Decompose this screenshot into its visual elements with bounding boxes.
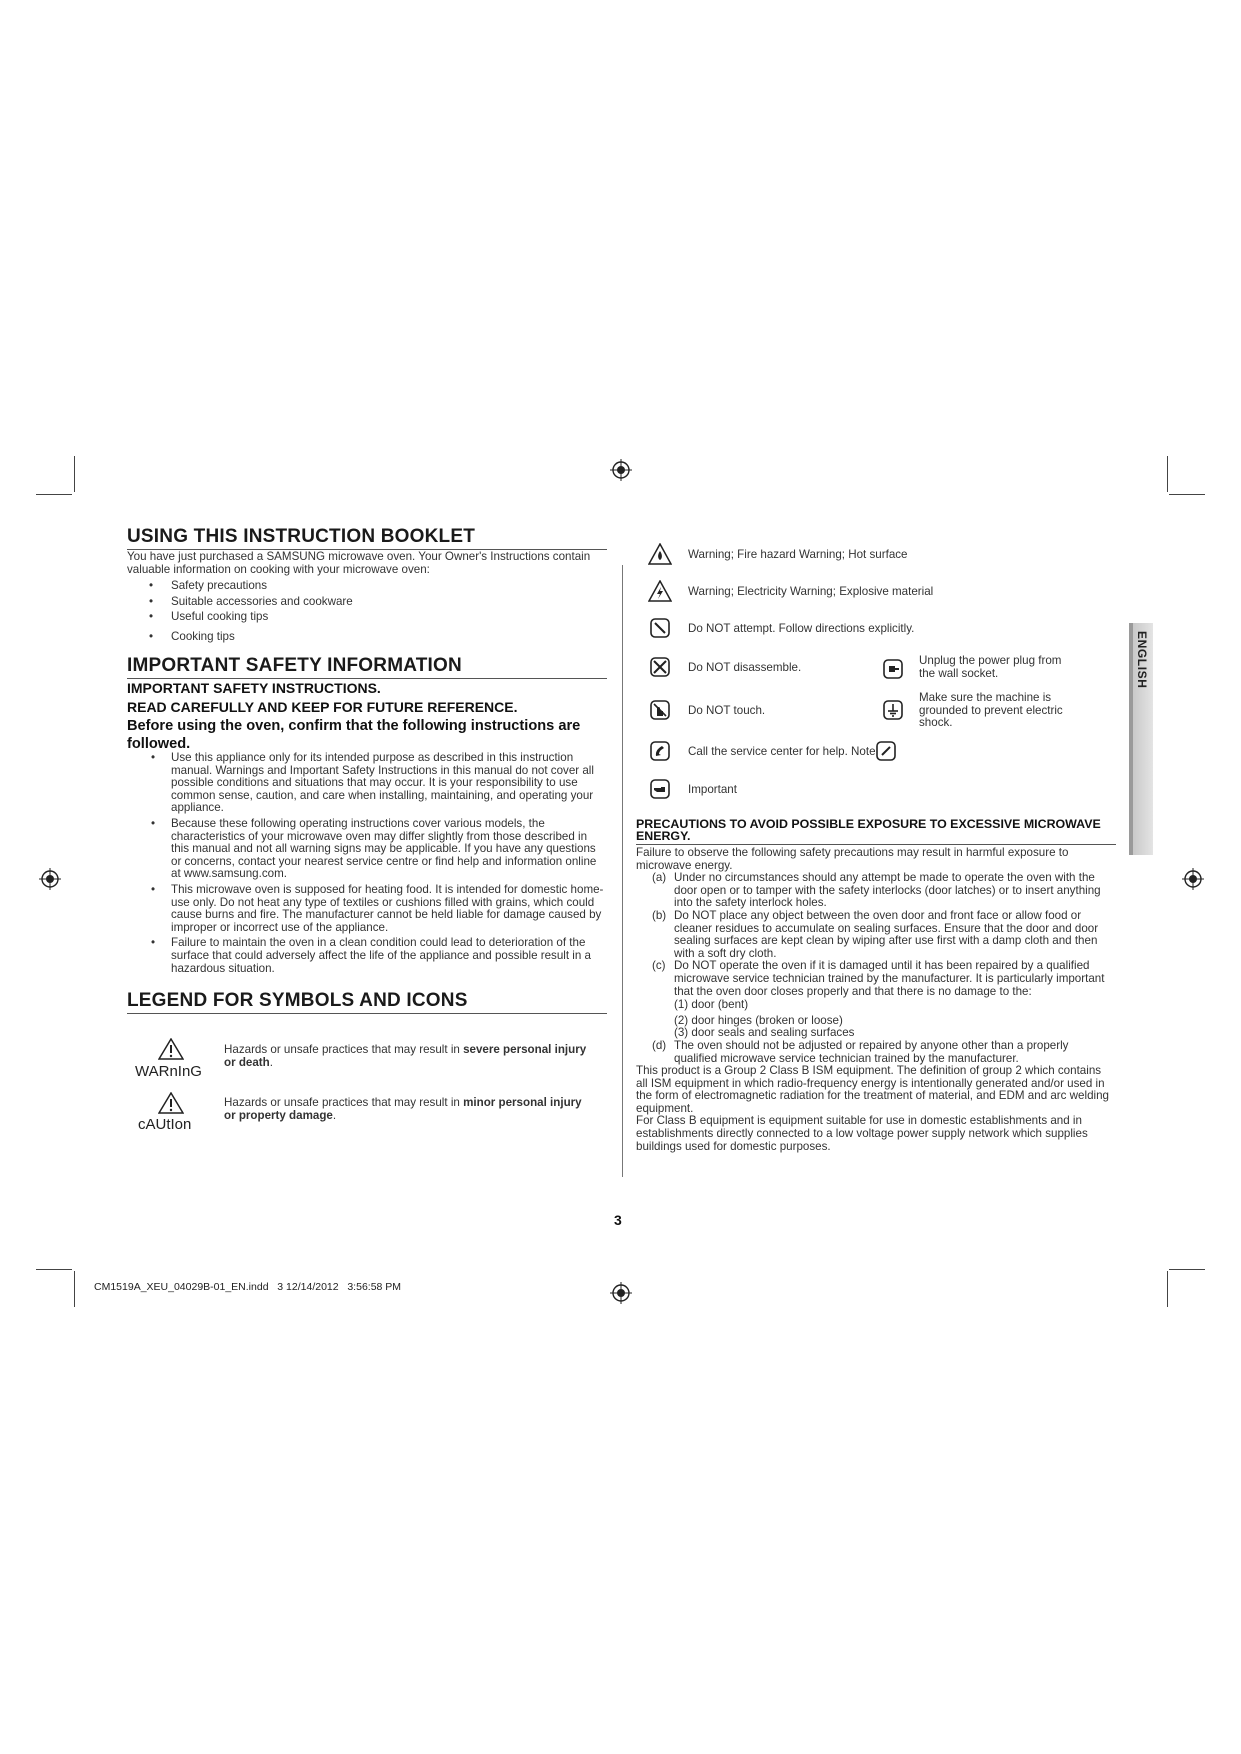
registration-mark-icon [610,459,632,481]
section-title-using-booklet: USING THIS INSTRUCTION BOOKLET [127,526,607,550]
subheading: Before using the oven, confirm that the following instructions are followed. [127,718,581,752]
warning-text-bold: severe personal injury or death [224,1043,587,1069]
list-item: • Failure to maintain the oven in a clean condition could lead to deterioration of the surface that could adversely affect the life of the appliance and possible result in a hazardous situation. [127,937,605,975]
list-item [636,910,1114,960]
safety-bullet-list [127,752,605,978]
caution-text: Hazards or unsafe practices that may result in [224,1096,464,1109]
crop-mark [1167,1271,1168,1307]
list-text: Do NOT place any object between the oven door and front face or allow food or cleaner residues to accumulate on sealing surfaces. Ensure that the door and door sealing surfaces are kept clean by wiping after use first with a damp cloth and then with a soft dry cloth. [674,908,1099,960]
safety-subheadings [127,680,607,753]
symbol-label: Important [688,782,737,796]
crop-mark [1167,456,1168,492]
symbol-label: Unplug the power plug from the wall socket. [919,654,1062,680]
list-item: • Useful cooking tips [127,609,597,625]
symbol-label: Warning; Fire hazard Warning; Hot surface [688,547,908,561]
subheading: READ CAREFULLY AND KEEP FOR FUTURE REFERENCE. [127,699,518,715]
warning-text: Hazards or unsafe practices that may result in [224,1043,464,1056]
section-title-safety: IMPORTANT SAFETY INFORMATION [127,655,607,679]
caution-text-bold: minor personal injury or property damage [224,1096,582,1122]
list-item: • This microwave oven is supposed for heating food. It is intended for domestic home-use only. Do not heat any type of textiles or cushions filled with grains, which could cause burns and fire. The manufacturer cannot be held liable for damage caused by improper or incorrect use of the appliance. [127,884,605,934]
list-item: • Because these following operating instructions cover various models, the characteristics of your microwave oven may differ slightly from those described in this manual and not all warning signs may be applicable. If you have any questions or concerns, contact your nearest service centre or find help and information online at www.samsung.com. [127,818,605,881]
caution-description [224,1097,594,1122]
precautions-list [636,872,1114,998]
symbol-label: Do NOT disassemble. [688,660,802,674]
note-icon [876,741,896,761]
language-tab [1129,623,1153,855]
precautions-title: PRECAUTIONS TO AVOID POSSIBLE EXPOSURE TO EXCESSIVE MICROWAVE ENERGY. [636,818,1116,845]
crop-mark [36,1269,72,1270]
symbol-row-electricity [648,580,933,602]
unplug-icon [883,659,903,679]
list-marker: (b) [652,908,667,922]
symbol-row-service [650,741,896,761]
list-item [636,1040,1114,1065]
list-marker: (c) [652,959,666,973]
electricity-warning-icon [648,580,672,602]
crop-mark [1169,494,1205,495]
symbol-label: Do NOT attempt. Follow directions explicitly. [688,621,915,635]
warning-triangle-icon [158,1038,184,1060]
list-item: • Suitable accessories and cookware [127,594,597,610]
precautions-list [636,1040,1114,1065]
caution-label: cAUtIon [138,1116,192,1133]
caution-text-end: . [332,1108,337,1122]
registration-mark-icon [39,868,61,890]
symbol-row-disassemble [650,657,801,677]
sub-item: (3) door seals and sealing surfaces [674,1026,855,1040]
symbol-row-touch [650,700,765,720]
symbol-row-fire [648,543,908,565]
symbol-label: Warning; Electricity Warning; Explosive material [688,584,934,598]
section-title-legend: LEGEND FOR SYMBOLS AND ICONS [127,990,607,1014]
do-not-disassemble-icon [650,657,670,677]
sub-item: (1) door (bent) [674,998,749,1012]
symbol-row-do-not [650,618,914,638]
crop-mark [36,494,72,495]
print-slug: CM1519A_XEU_04029B-01_EN.indd 3 12/14/2012 3:56:58 PM [94,1281,402,1293]
class-b-paragraph: For Class B equipment is equipment suitable for use in domestic establishments and in establishments directly connected to a low voltage power supply network which supplies buildings used for domestic purposes. [636,1114,1088,1153]
intro-text: You have just purchased a SAMSUNG microwave oven. Your Owner's Instructions contain valuable information on cooking with your microwave oven: [127,550,591,576]
list-item [636,960,1114,998]
list-marker: (a) [652,871,667,885]
subheading: IMPORTANT SAFETY INSTRUCTIONS. [127,680,381,696]
symbol-label: Make sure the machine is grounded to prevent electric shock. [919,691,1063,730]
symbol-row-unplug [883,655,1079,680]
list-text: Under no circumstances should any attempt be made to operate the oven with the door open or to tamper with the safety interlocks (door latches) or to insert anything into the safety interlock holes. [674,871,1101,910]
crop-mark [74,1271,75,1307]
symbol-label: Do NOT touch. [688,703,766,717]
crop-mark [1169,1269,1205,1270]
list-text: The oven should not be adjusted or repaired by anyone other than a properly qualified microwave service technician trained by the manufacturer. [674,1038,1069,1065]
sub-item: (2) door hinges (broken or loose) [674,1013,843,1027]
fire-hazard-icon [648,543,672,565]
registration-mark-icon [1182,868,1204,890]
language-tab-label: ENGLISH [1135,631,1149,689]
ism-paragraph: This product is a Group 2 Class B ISM equipment. The definition of group 2 which contains all ISM equipment in which radio-frequency energy is intentionally generated and/or used in the form of electromagnetic radiation for the treatment of material, and EDM and arc welding equipment. [636,1064,1110,1115]
service-phone-icon [650,741,670,761]
list-item: • Cooking tips [127,629,597,645]
registration-mark-icon [610,1282,632,1304]
caution-triangle-icon [158,1092,184,1114]
important-hand-icon [650,779,670,799]
symbol-label: Call the service center for help. Note [688,744,876,758]
list-text: Do NOT operate the oven if it is damaged until it has been repaired by a qualified microwave service technician trained by the manufacturer. It is particularly important that the oven door closes properly and that there is no damage to the: [674,959,1105,998]
crop-mark [74,456,75,492]
page-number: 3 [614,1212,622,1228]
list-item: • Safety precautions [127,578,597,594]
column-divider [622,565,623,1177]
symbol-row-ground [883,692,1079,730]
contents-list [127,578,597,644]
ground-icon [883,700,903,720]
warning-description [224,1044,594,1069]
symbol-row-important [650,779,737,799]
warning-text-end: . [269,1055,273,1069]
warning-label: WARnInG [135,1063,202,1080]
prohibited-icon [650,618,670,638]
precautions-content [636,847,1114,1153]
do-not-touch-icon [650,700,670,720]
list-item [636,872,1114,910]
list-marker: (d) [652,1038,667,1052]
section1-content [127,551,597,644]
list-item: • Use this appliance only for its intended purpose as described in this instruction manual. Warnings and Important Safety Instructions in this manual do not cover all possible conditions and situations that may occur. It is your responsibility to use common sense, caution, and care when installing, maintaining, and operating your appliance. [127,752,605,815]
precautions-intro: Failure to observe the following safety precautions may result in harmful exposure to microwave energy. [636,846,1069,872]
